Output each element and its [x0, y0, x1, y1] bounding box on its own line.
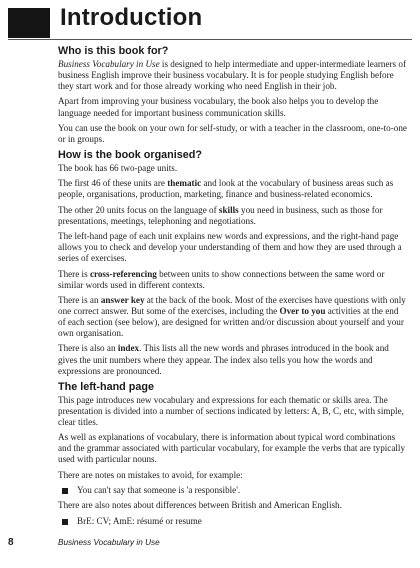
heading-lefthand: The left-hand page	[58, 380, 154, 393]
heading-organised: How is the book organised?	[58, 149, 202, 162]
paragraph: The book has 66 two-page units.	[58, 163, 178, 174]
bold-term: index	[117, 343, 140, 354]
page-number: 8	[8, 537, 14, 548]
list-item	[58, 516, 408, 527]
paragraph: The other 20 units focus on the language of skills you need in business, such as those for presentations, meetings, telephoning and negotiations.	[58, 204, 383, 226]
paragraph: As well as explanations of vocabulary, there is information about typical word combinations and the grammar associated with particular vocabulary, for example the verbs that are typically used with particular nouns.	[58, 432, 406, 465]
bold-term: skills	[218, 204, 239, 215]
paragraph: You can use the book on your own for self-study, or with a teacher in the classroom, one-to-one or in groups.	[58, 122, 407, 144]
paragraph: There is also an index. This lists all the new words and phrases introduced in the book and gives the unit numbers where they appear. The index also tells you how the words and expressions are pronounced.	[58, 343, 389, 376]
page-title: Introduction	[60, 4, 203, 31]
book-title-inline: Business Vocabulary in Use	[58, 59, 160, 69]
title-rule	[8, 39, 412, 40]
paragraph: There are notes on mistakes to avoid, for example:	[58, 469, 243, 480]
paragraph: The first 46 of these units are thematic and look at the vocabulary of business areas such as people, organisations, production, marketing, finance and business-related economics.	[58, 178, 394, 200]
paragraph: There are also notes about differences between British and American English.	[58, 500, 342, 511]
list-item-text: You can't say that someone is 'a responsible'.	[77, 484, 241, 495]
square-bullet-icon	[62, 519, 68, 525]
paragraph: The left-hand page of each unit explains new words and expressions, and the right-hand page allows you to check and develop your understanding of them and how they are used through a series of exercises.	[58, 231, 402, 264]
paragraph	[58, 59, 408, 92]
bold-term: answer key	[100, 294, 145, 305]
footer-book-title: Business Vocabulary in Use	[58, 538, 160, 547]
title-block	[8, 8, 50, 38]
main-content	[58, 44, 408, 531]
paragraph: Apart from improving your business vocabulary, the book also helps you to develop the language needed for important business communication skills.	[58, 96, 379, 118]
paragraph-text: is designed to help intermediate and upper-intermediate learners of business English improve their business vocabulary. It is for people studying English before they start work and for those already working who need English in their job.	[58, 59, 406, 92]
paragraph: There is cross-referencing between units to show connections between the same word or similar words used in different contexts.	[58, 268, 385, 290]
paragraph: This page introduces new vocabulary and expressions for each thematic or skills area. The presentation is divided into a number of sections indicated by letters: A, B, C, etc, with simple, clear titles.	[58, 394, 404, 427]
square-bullet-icon	[62, 488, 68, 494]
bold-term: thematic	[167, 178, 202, 189]
list-item-text: BrE: CV; AmE: résumé or resume	[77, 515, 202, 526]
paragraph: There is an answer key at the back of the book. Most of the exercises have questions with only one correct answer. But some of the exercises, including the Over to you activities at the end of each section (see below), are designed for written and/or discussion about yourself and your own organisation.	[58, 294, 406, 339]
bold-term: cross-referencing	[89, 268, 157, 279]
heading-who: Who is this book for?	[58, 45, 169, 57]
list-item	[58, 485, 408, 496]
bold-term: Over to you	[279, 306, 326, 316]
